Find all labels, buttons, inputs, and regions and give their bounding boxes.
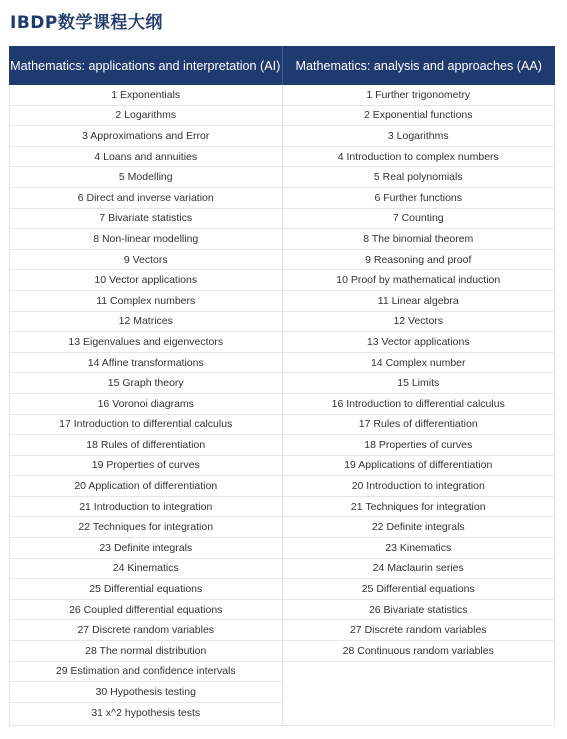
ai-topic-cell: 16 Voronoi diagrams xyxy=(10,394,282,415)
table-header xyxy=(9,46,555,85)
ai-topic-cell: 7 Bivariate statistics xyxy=(10,209,282,230)
aa-topic-cell: 15 Limits xyxy=(283,373,555,394)
aa-topic-cell: 27 Discrete random variables xyxy=(283,620,555,641)
aa-topic-cell: 10 Proof by mathematical induction xyxy=(283,270,555,291)
aa-topic-cell: 5 Real polynomials xyxy=(283,167,555,188)
aa-topic-cell: 12 Vectors xyxy=(283,312,555,333)
aa-topic-cell: 17 Rules of differentiation xyxy=(283,415,555,436)
ai-topic-cell: 5 Modelling xyxy=(10,167,282,188)
ai-topic-cell: 8 Non-linear modelling xyxy=(10,229,282,250)
ai-topic-cell: 11 Complex numbers xyxy=(10,291,282,312)
ai-topic-cell: 14 Affine transformations xyxy=(10,353,282,374)
aa-topic-cell: 4 Introduction to complex numbers xyxy=(283,147,555,168)
aa-topic-cell: 23 Kinematics xyxy=(283,538,555,559)
table-body xyxy=(9,85,555,726)
ai-topic-cell: 28 The normal distribution xyxy=(10,641,282,662)
ai-topic-cell: 10 Vector applications xyxy=(10,270,282,291)
aa-topic-cell: 13 Vector applications xyxy=(283,332,555,353)
ai-topic-cell: 29 Estimation and confidence intervals xyxy=(10,662,282,683)
ai-topic-cell: 4 Loans and annuities xyxy=(10,147,282,168)
aa-topic-cell: 18 Properties of curves xyxy=(283,435,555,456)
ai-topic-cell: 18 Rules of differentiation xyxy=(10,435,282,456)
aa-topic-cell: 6 Further functions xyxy=(283,188,555,209)
aa-topic-cell: 8 The binomial theorem xyxy=(283,229,555,250)
aa-topic-cell: 22 Definite integrals xyxy=(283,517,555,538)
ai-topic-column xyxy=(10,85,282,725)
ai-topic-cell: 13 Eigenvalues and eigenvectors xyxy=(10,332,282,353)
ai-topic-cell: 23 Definite integrals xyxy=(10,538,282,559)
aa-topic-cell: 2 Exponential functions xyxy=(283,106,555,127)
aa-topic-column xyxy=(282,85,555,725)
aa-topic-cell: 11 Linear algebra xyxy=(283,291,555,312)
aa-topic-cell: 21 Techniques for integration xyxy=(283,497,555,518)
header-aa: Mathematics: analysis and approaches (AA) xyxy=(282,46,556,85)
ai-topic-cell: 2 Logarithms xyxy=(10,106,282,127)
ai-topic-cell: 27 Discrete random variables xyxy=(10,620,282,641)
aa-topic-cell: 24 Maclaurin series xyxy=(283,559,555,580)
ai-topic-cell: 3 Approximations and Error xyxy=(10,126,282,147)
ai-topic-cell: 30 Hypothesis testing xyxy=(10,682,282,703)
aa-topic-cell: 7 Counting xyxy=(283,209,555,230)
ai-topic-cell: 9 Vectors xyxy=(10,250,282,271)
ai-topic-cell: 21 Introduction to integration xyxy=(10,497,282,518)
ai-topic-cell: 24 Kinematics xyxy=(10,559,282,580)
aa-topic-cell: 25 Differential equations xyxy=(283,579,555,600)
aa-topic-cell: 20 Introduction to integration xyxy=(283,476,555,497)
aa-topic-cell: 9 Reasoning and proof xyxy=(283,250,555,271)
ai-topic-cell: 6 Direct and inverse variation xyxy=(10,188,282,209)
ai-topic-cell: 31 x^2 hypothesis tests xyxy=(91,707,201,720)
ai-topic-cell: 19 Properties of curves xyxy=(10,456,282,477)
aa-topic-cell: 1 Further trigonometry xyxy=(283,85,555,106)
syllabus-table xyxy=(9,46,555,726)
ai-topic-cell: 22 Techniques for integration xyxy=(10,517,282,538)
ai-topic-cell: 20 Application of differentiation xyxy=(10,476,282,497)
aa-topic-cell: 19 Applications of differentiation xyxy=(283,456,555,477)
aa-topic-cell: 3 Logarithms xyxy=(283,126,555,147)
aa-topic-cell: 14 Complex number xyxy=(283,353,555,374)
ai-topic-cell: 1 Exponentials xyxy=(10,85,282,106)
ai-topic-cell: 15 Graph theory xyxy=(10,373,282,394)
ai-topic-cell: 17 Introduction to differential calculus xyxy=(10,415,282,436)
page-title: IBDP数学课程大纲 xyxy=(10,13,163,33)
ai-topic-cell: 12 Matrices xyxy=(10,312,282,333)
header-ai: Mathematics: applications and interpretation (AI) xyxy=(10,58,281,73)
aa-topic-cell: 16 Introduction to differential calculus xyxy=(283,394,555,415)
ai-topic-cell: 26 Coupled differential equations xyxy=(10,600,282,621)
aa-topic-cell: 28 Continuous random variables xyxy=(283,641,555,662)
aa-topic-cell: 26 Bivariate statistics xyxy=(283,600,555,621)
ai-topic-cell: 25 Differential equations xyxy=(10,579,282,600)
